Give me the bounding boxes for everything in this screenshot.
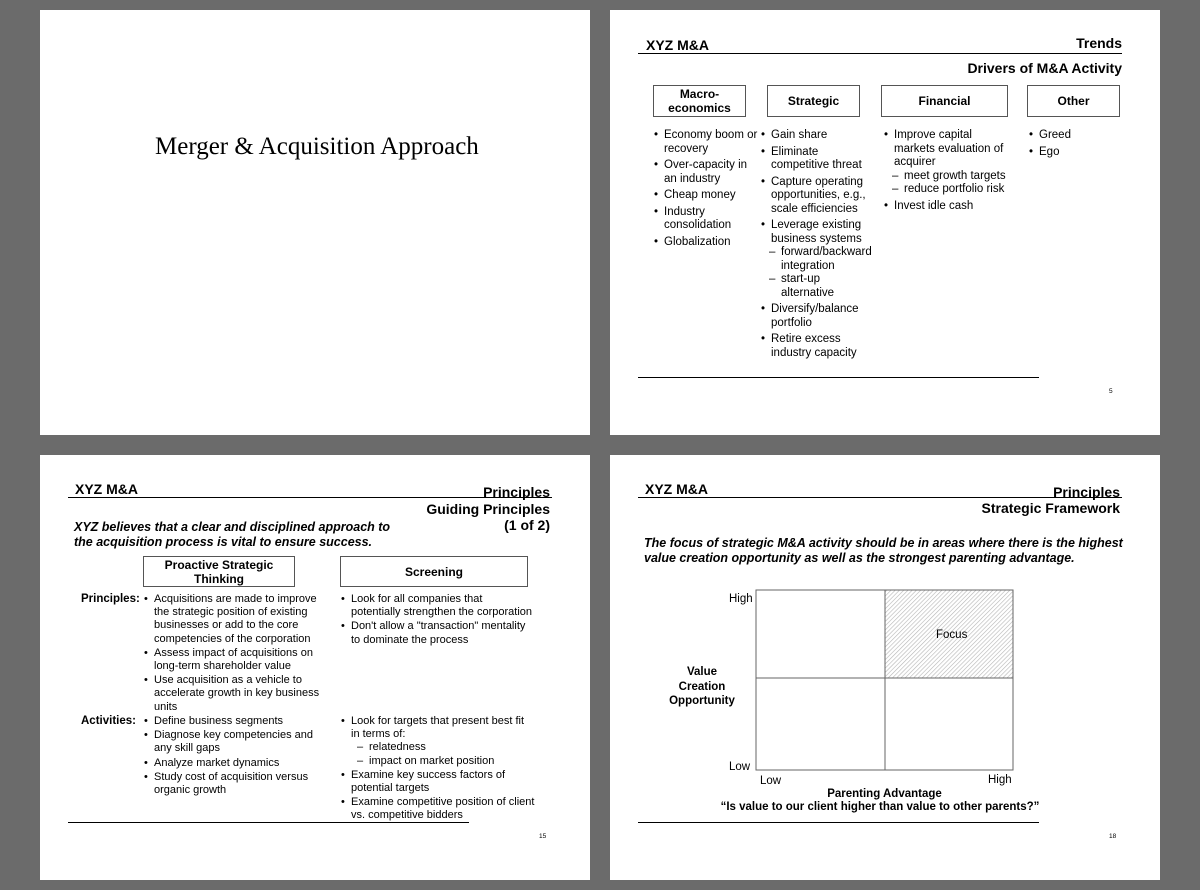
slide-subtitle: Guiding Principles <box>426 501 550 517</box>
bullet-item: • Analyze market dynamics <box>143 757 318 770</box>
brand-label: XYZ M&A <box>75 481 138 497</box>
slide-subtitle-part: (1 of 2) <box>504 517 550 533</box>
activities-list-screening <box>340 715 535 824</box>
slide-guiding-principles <box>40 455 590 880</box>
x-axis-low-label: Low <box>760 775 782 787</box>
bullet-item: • Ego <box>1028 146 1118 160</box>
drivers-list-other <box>1028 129 1118 162</box>
bullet-item: • Examine key success factors of potential targets <box>340 769 535 795</box>
sub-bullet-item: – meet growth targets <box>887 170 1008 184</box>
intro-statement: The focus of strategic M&A activity should be in areas where there is the highest value creation opportunity as well as the strongest parenting advantage. <box>644 536 1123 565</box>
presentation-title: Merger & Acquisition Approach <box>155 133 479 160</box>
bullet-item: • Capture operating opportunities, e.g., scale efficiencies <box>760 176 872 217</box>
slide-subtitle: Strategic Framework <box>981 500 1120 516</box>
bullet-item: • Globalization <box>653 236 761 250</box>
bullet-item: • Acquisitions are made to improve the strategic position of existing businesses or add to the core competencies of the corporation <box>143 593 328 646</box>
slide-title <box>40 10 590 435</box>
slide-subtitle: Drivers of M&A Activity <box>967 60 1122 76</box>
column-header-other: Other <box>1027 85 1120 117</box>
bullet-item: • Eliminate competitive threat <box>760 146 872 173</box>
bullet-item: • Industry consolidation <box>653 206 761 233</box>
row-label-principles: Principles: <box>81 593 140 605</box>
y-axis-low-label: Low <box>729 761 751 773</box>
bullet-item: • Look for all companies that potentially strengthen the corporation <box>340 593 535 619</box>
bullet-item: • Look for targets that present best fit in terms of: <box>340 715 535 741</box>
bullet-item: • Gain share <box>760 129 872 143</box>
footer-rule <box>638 822 1039 823</box>
activities-list-proactive <box>143 715 318 798</box>
header-rule <box>638 53 1122 54</box>
brand-label: XYZ M&A <box>645 481 708 497</box>
section-title: Principles <box>1053 484 1120 500</box>
footer-rule <box>638 377 1039 378</box>
principles-list-screening <box>340 593 535 648</box>
row-label-activities: Activities: <box>81 715 136 727</box>
bullet-item: • Study cost of acquisition versus organic growth <box>143 771 318 797</box>
bullet-item: • Assess impact of acquisitions on long-term shareholder value <box>143 647 328 673</box>
focus-label: Focus <box>936 629 968 641</box>
section-title: Trends <box>1076 35 1122 51</box>
drivers-list-macroeconomics <box>653 129 761 252</box>
sub-bullet-item: – start-up alternative <box>764 273 872 300</box>
bullet-item: • Over-capacity in an industry <box>653 159 761 186</box>
header-rule <box>68 497 552 498</box>
page-number: 18 <box>1109 833 1117 840</box>
x-axis-title: Parenting Advantage <box>827 788 942 800</box>
bullet-item: • Invest idle cash <box>883 200 1008 214</box>
drivers-list-strategic <box>760 129 872 363</box>
bullet-item: • Diversify/balance portfolio <box>760 303 872 330</box>
column-header-screening: Screening <box>340 556 528 587</box>
y-axis-title: Value Creation Opportunity <box>669 666 735 707</box>
intro-statement: XYZ believes that a clear and disciplined approach to the acquisition process is vital to ensure success. <box>74 520 391 549</box>
slide-strategic-framework <box>610 455 1160 880</box>
brand-label: XYZ M&A <box>646 37 709 53</box>
sub-bullet-item: – relatedness <box>352 741 535 754</box>
sub-bullet-item: – reduce portfolio risk <box>887 183 1008 197</box>
column-header-strategic: Strategic <box>767 85 860 117</box>
bullet-item: • Retire excess industry capacity <box>760 333 872 360</box>
drivers-list-financial <box>883 129 1008 216</box>
framework-question: “Is value to our client higher than value to other parents?” <box>720 801 1040 813</box>
bullet-item: • Improve capital markets evaluation of acquirer <box>883 129 1008 170</box>
bullet-item: • Leverage existing business systems <box>760 219 872 246</box>
column-header-macroeconomics: Macro- economics <box>653 85 746 117</box>
footer-rule <box>68 822 469 823</box>
page-number: 15 <box>539 833 547 840</box>
principles-list-proactive <box>143 593 328 715</box>
bullet-item: • Use acquisition as a vehicle to accelerate growth in key business units <box>143 674 328 714</box>
section-title: Principles <box>483 484 550 500</box>
bullet-item: • Don't allow a "transaction" mentality to dominate the process <box>340 620 535 646</box>
y-axis-high-label: High <box>729 593 753 605</box>
page-number: 5 <box>1109 388 1113 395</box>
bullet-item: • Define business segments <box>143 715 318 728</box>
bullet-item: • Cheap money <box>653 189 761 203</box>
sub-bullet-item: – forward/backward integration <box>764 246 872 273</box>
bullet-item: • Economy boom or recovery <box>653 129 761 156</box>
slide-trends <box>610 10 1160 435</box>
column-header-proactive: Proactive Strategic Thinking <box>143 556 295 587</box>
bullet-item: • Greed <box>1028 129 1118 143</box>
x-axis-high-label: High <box>988 774 1012 786</box>
sub-bullet-item: – impact on market position <box>352 755 535 768</box>
bullet-item: • Diagnose key competencies and any skill gaps <box>143 729 318 755</box>
bullet-item: • Examine competitive position of client vs. competitive bidders <box>340 796 535 822</box>
column-header-financial: Financial <box>881 85 1008 117</box>
